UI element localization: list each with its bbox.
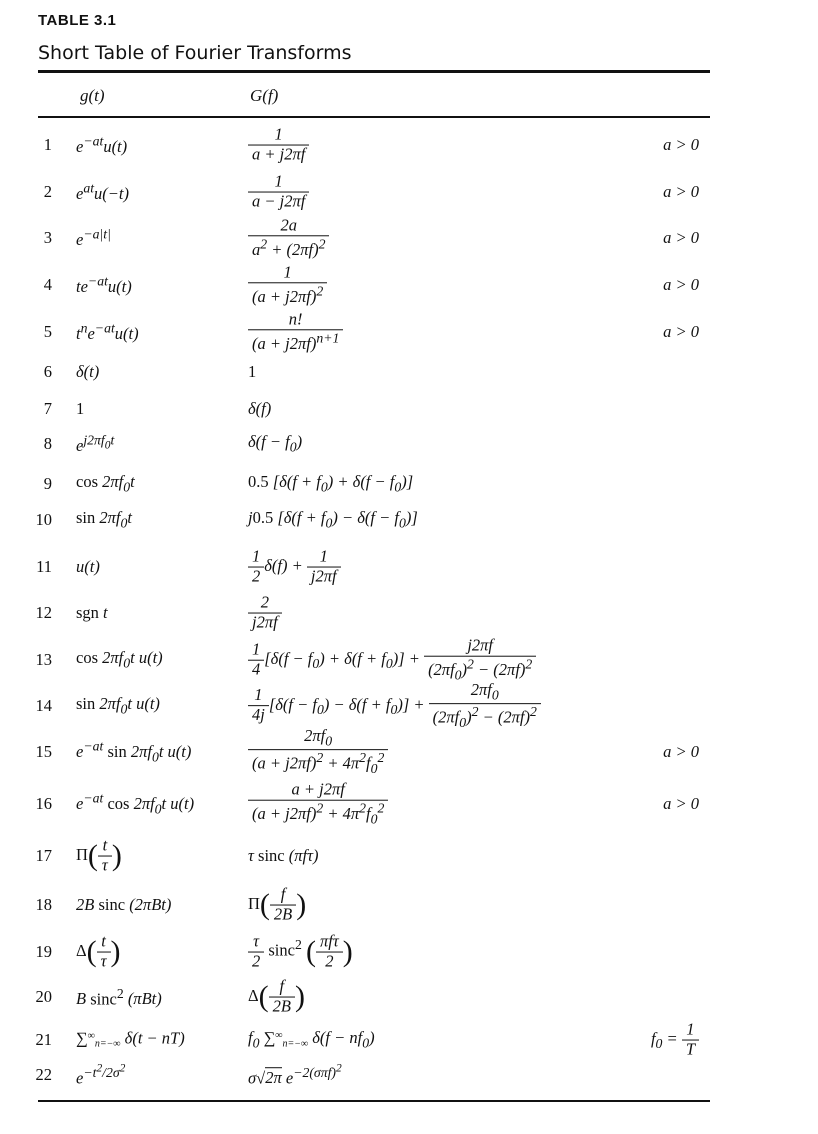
fourier-transform: $\frac{1}{4j}$ $[\delta(f - f_0) - \delta(f + f_0)]$ + $\frac{2\pi f_0}{(2\pi f_0)^2 - (2\pi f)^2}$ xyxy=(248,681,541,731)
row-number: 7 xyxy=(43,398,52,418)
table-row xyxy=(0,398,818,420)
row-number: 4 xyxy=(43,274,52,294)
time-function: $\cos 2\pi f_0t$ xyxy=(76,471,135,495)
fourier-transform: $\frac{1}{a - j2\pi f}$ xyxy=(248,173,309,212)
table-title: Short Table of Fourier Transforms xyxy=(38,42,352,64)
condition: a > 0 xyxy=(663,134,699,154)
fourier-transform: $\frac{n!}{(a + j2\pi f)^{n+1}}$ xyxy=(248,310,343,353)
bottom-rule xyxy=(38,1100,710,1102)
condition: a > 0 xyxy=(663,181,699,201)
fourier-transform: $\frac{1}{a + j2\pi f}$ xyxy=(248,126,309,165)
fourier-transform: j0.5 $[\delta(f + f_0) - \delta(f - f_0)]$ xyxy=(248,507,418,531)
fourier-transform: σ√2π $e^{-2(\sigma\pi f)^2}$ xyxy=(248,1062,342,1088)
row-number: 13 xyxy=(35,649,52,669)
row-number: 3 xyxy=(43,227,52,247)
time-function: $\sum^\infty_{n=-\infty}$ δ(t − nT) xyxy=(76,1028,185,1050)
top-rule xyxy=(38,70,710,73)
time-function: $e^{at}u(-t)$ xyxy=(76,180,129,203)
row-number: 11 xyxy=(36,556,52,576)
fourier-transform: Π( $\frac{f}{2B}$ ) xyxy=(248,884,307,924)
time-function: Π( $\frac{t}{\tau}$ ) xyxy=(76,835,122,875)
table-row xyxy=(0,309,818,353)
fourier-transform: $\frac{2\pi f_0}{(a + j2\pi f)^2 + 4\pi^2f_0^2}$ xyxy=(248,727,388,777)
row-number: 2 xyxy=(43,181,52,201)
time-function: $e^{j2\pi f_0t}$ xyxy=(76,432,115,455)
fourier-transform: 1 xyxy=(248,361,257,381)
time-function: Δ( $\frac{t}{\tau}$ ) xyxy=(76,931,121,971)
time-function: $\sin 2\pi f_0t$ u(t) xyxy=(76,693,160,717)
time-function: $e^{-t^2/2\sigma^2}$ xyxy=(76,1062,126,1088)
time-function: $e^{-a|t|}$ xyxy=(76,226,111,249)
table-row xyxy=(0,726,818,777)
table-row xyxy=(0,779,818,827)
fourier-transform: 0.5 $[\delta(f + f_0) + \delta(f - f_0)]$ xyxy=(248,471,414,495)
time-function: $\cos 2\pi f_0t$ u(t) xyxy=(76,647,163,671)
table-row xyxy=(0,635,818,683)
time-function: $te^{-at}u(t)$ xyxy=(76,273,132,296)
fourier-transform: $\frac{1}{4}$ $[\delta(f - f_0) + \delta(f + f_0)]$ + $\frac{j2\pi f}{(2\pi f_0)^2 - (2\pi f)^2}$ xyxy=(248,637,536,684)
time-function: $e^{-at}$ $\cos 2\pi f_0t$ u(t) xyxy=(76,790,195,817)
table-row xyxy=(0,433,818,455)
condition: a > 0 xyxy=(663,321,699,341)
column-header-G: G(f) xyxy=(250,86,279,105)
fourier-transform: $\frac{2}{j2\pi f}$ xyxy=(248,594,282,633)
condition: a > 0 xyxy=(663,793,699,813)
time-function: $e^{-at}$ $\sin 2\pi f_0t$ u(t) xyxy=(76,738,192,765)
table-row xyxy=(0,546,818,586)
fourier-transform: $f_0$ $\sum^\infty_{n=-\infty}$ $\delta(f - nf_0)$ xyxy=(248,1027,375,1051)
time-function: $\sin 2\pi f_0t$ xyxy=(76,507,132,531)
fourier-transform: Δ( $\frac{f}{2B}$ ) xyxy=(248,976,305,1016)
condition: a > 0 xyxy=(663,741,699,761)
table-row xyxy=(0,124,818,164)
table-row xyxy=(0,884,818,924)
table-row xyxy=(0,473,818,495)
row-number: 1 xyxy=(43,134,52,154)
row-number: 5 xyxy=(43,321,52,341)
fourier-transform: $\frac{1}{(a + j2\pi f)^2}$ xyxy=(248,263,327,306)
table-row xyxy=(0,592,818,632)
table-row xyxy=(0,509,818,531)
row-number: 21 xyxy=(35,1029,52,1049)
time-function: u(t) xyxy=(76,556,100,576)
time-function: δ(t) xyxy=(76,361,100,381)
table-label: TABLE 3.1 xyxy=(38,12,117,29)
row-number: 17 xyxy=(35,845,52,865)
row-number: 9 xyxy=(43,473,52,493)
fourier-transform: $\frac{2a}{a^2 + (2\pi f)^2}$ xyxy=(248,216,329,259)
time-function: B sinc$^2$ (πBt) xyxy=(76,985,162,1008)
fourier-transform: τ sinc (πfτ) xyxy=(248,845,319,865)
row-number: 19 xyxy=(35,941,52,961)
fourier-transform: $\delta(f - f_0)$ xyxy=(248,431,303,455)
table-row xyxy=(0,171,818,211)
header-rule xyxy=(38,116,710,118)
fourier-transform: δ(f) xyxy=(248,398,272,418)
row-number: 20 xyxy=(35,986,52,1006)
condition: a > 0 xyxy=(663,274,699,294)
condition: a > 0 xyxy=(663,227,699,247)
time-function: $t^ne^{-at}u(t)$ xyxy=(76,320,139,343)
table-row xyxy=(0,215,818,259)
fourier-transform: $\frac{1}{2}$ δ(f) + $\frac{1}{j2\pi f}$ xyxy=(248,548,341,587)
fourier-transform: $\frac{\tau}{2}$ sinc$^2$ ( πfτ 2 ) xyxy=(248,933,353,972)
column-header-g: g(t) xyxy=(80,86,105,105)
table-row xyxy=(0,680,818,731)
row-number: 18 xyxy=(35,894,52,914)
table-row xyxy=(0,361,818,383)
fourier-transform: $\frac{a + j2\pi f}{(a + j2\pi f)^2 + 4\pi^2f_0^2}$ xyxy=(248,781,388,828)
row-number: 16 xyxy=(35,793,52,813)
row-number: 6 xyxy=(43,361,52,381)
table-row xyxy=(0,262,818,306)
table-row xyxy=(0,977,818,1017)
time-function: 2B sinc (2πBt) xyxy=(76,894,172,914)
condition: $f_0$ = $\frac{1}{T}$ xyxy=(651,1021,699,1060)
table-row xyxy=(0,1062,818,1088)
row-number: 22 xyxy=(35,1064,52,1084)
row-number: 15 xyxy=(35,741,52,761)
row-number: 14 xyxy=(35,695,52,715)
table-row xyxy=(0,932,818,972)
row-number: 10 xyxy=(35,509,52,529)
row-number: 8 xyxy=(43,433,52,453)
row-number: 12 xyxy=(35,602,52,622)
time-function: sgn t xyxy=(76,602,108,622)
table-row xyxy=(0,837,818,875)
time-function: $e^{-at}u(t)$ xyxy=(76,133,128,156)
time-function: 1 xyxy=(76,398,85,418)
table-row xyxy=(0,1019,818,1059)
